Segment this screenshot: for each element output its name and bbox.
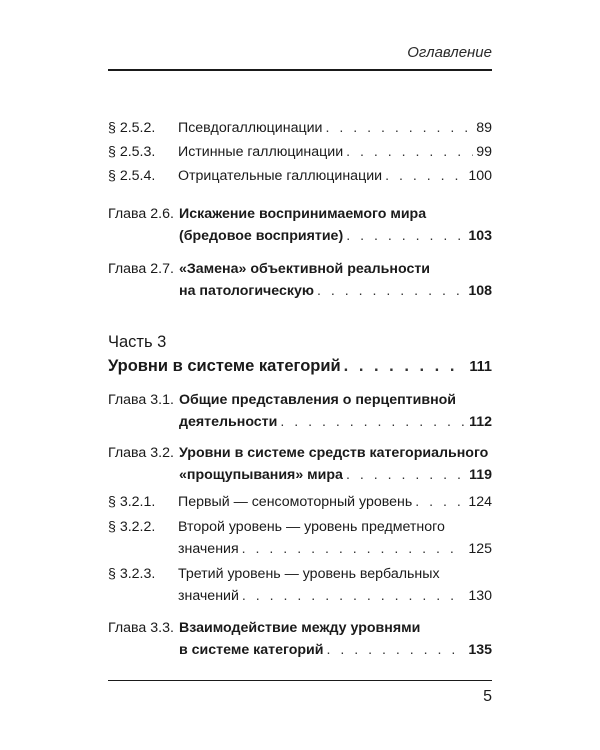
entry-title: Отрицательные галлюцинации [178, 168, 383, 184]
toc-entry[interactable] [108, 203, 492, 247]
toc-entry[interactable] [108, 165, 492, 187]
entry-title-cont: в системе категорий [179, 642, 324, 658]
part-title: Уровни в системе категорий [108, 357, 341, 375]
entry-number: § 3.2.2. [108, 519, 156, 535]
entry-title-cont: деятельности [179, 414, 278, 430]
entry-number: § 3.2.3. [108, 566, 156, 582]
entry-title-cont: (бредовое восприятие) [179, 228, 344, 244]
entry-number: § 2.5.3. [108, 144, 156, 160]
entry-title: Второй уровень — уровень предметного [178, 519, 445, 535]
entry-page: 108 [468, 283, 492, 299]
entry-page: 103 [468, 228, 492, 244]
entry-page: 124 [468, 494, 492, 510]
entry-title: Третий уровень — уровень вербальных [178, 566, 440, 582]
page-number: 5 [483, 688, 492, 705]
entry-title: Общие представления о перцептивной [179, 392, 457, 408]
leader-dots [317, 280, 465, 302]
entry-page: 125 [468, 541, 492, 557]
toc-entry[interactable] [108, 389, 492, 433]
toc-entry[interactable] [108, 141, 492, 163]
leader-dots [346, 464, 466, 486]
leader-dots [280, 411, 466, 433]
entry-page: 99 [476, 144, 492, 160]
entry-title: Взаимодействие между уровнями [179, 620, 421, 636]
entry-title: «Замена» объективной реальности [179, 261, 431, 277]
leader-dots [325, 117, 473, 139]
entry-page: 100 [468, 168, 492, 184]
entry-title: Истинные галлюцинации [178, 144, 344, 160]
entry-number: Глава 3.1. [108, 392, 174, 408]
leader-dots [346, 141, 473, 163]
entry-number: § 3.2.1. [108, 494, 156, 510]
entry-number: Глава 2.6. [108, 206, 174, 222]
header-rule [108, 69, 492, 71]
leader-dots [346, 225, 465, 247]
entry-title: Уровни в системе средств категориального [179, 445, 489, 461]
toc-entry[interactable] [108, 117, 492, 139]
entry-title-cont: «прощупывания» мира [179, 467, 343, 483]
leader-dots [415, 491, 465, 513]
entry-number: Глава 3.2. [108, 445, 174, 461]
running-header: Оглавление [407, 44, 492, 61]
part-label: Часть 3 [108, 333, 167, 351]
leader-dots [242, 538, 466, 560]
leader-dots [344, 353, 467, 379]
entry-number: § 2.5.2. [108, 120, 156, 136]
entry-title-cont: на патологическую [179, 283, 314, 299]
entry-number: Глава 3.3. [108, 620, 174, 636]
toc-entry[interactable] [108, 516, 492, 560]
part-page: 111 [469, 359, 492, 375]
entry-title-cont: значения [178, 541, 239, 557]
entry-title: Искажение воспринимаемого мира [179, 206, 427, 222]
toc-entry[interactable] [108, 442, 492, 486]
entry-title-cont: значений [178, 588, 239, 604]
entry-page: 112 [469, 414, 492, 430]
leader-dots [242, 585, 465, 607]
entry-page: 130 [468, 588, 492, 604]
entry-page: 89 [476, 120, 492, 136]
toc-entry[interactable] [108, 617, 492, 661]
leader-dots [385, 165, 465, 187]
toc-entry[interactable] [108, 491, 492, 513]
entry-page: 119 [469, 467, 492, 483]
entry-number: § 2.5.4. [108, 168, 156, 184]
entry-number: Глава 2.7. [108, 261, 174, 277]
leader-dots [326, 639, 465, 661]
entry-title: Первый — сенсомоторный уровень [178, 494, 413, 510]
part-heading[interactable] [108, 331, 492, 380]
footer-rule [108, 680, 492, 681]
entry-page: 135 [468, 642, 492, 658]
entry-title: Псевдогаллюцинации [178, 120, 323, 136]
toc-entry[interactable] [108, 563, 492, 607]
toc-entry[interactable] [108, 258, 492, 302]
